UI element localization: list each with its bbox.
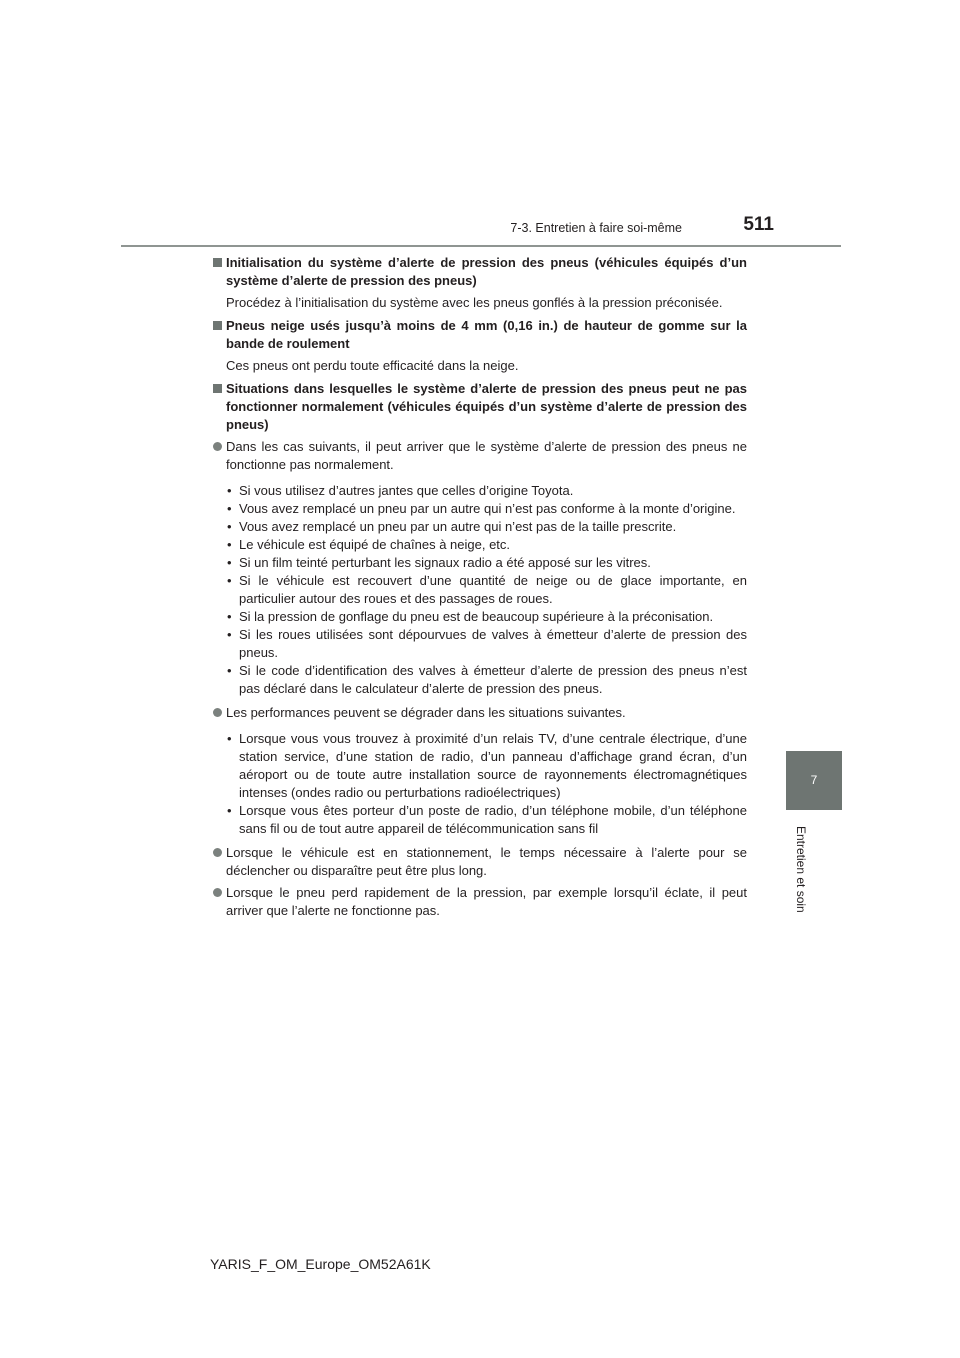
section-worn-snow-tires [212,317,747,375]
square-bullet-icon [213,321,222,330]
section-heading-text: Pneus neige usés jusqu’à moins de 4 mm (0,16 in.) de hauteur de gomme sur la bande de roulement [226,318,747,351]
bullet-text: Lorsque le véhicule est en stationnement, le temps nécessaire à l’alerte pour se déclencher ou disparaître peut être plus long. [226,845,747,878]
dot-marker-icon: • [227,803,232,818]
section-paragraph: Ces pneus ont perdu toute efficacité dans la neige. [226,358,519,373]
sub-list-item: • Vous avez remplacé un pneu par un autre qui n’est pas de la taille prescrite. [227,519,677,534]
bullet-item [212,884,747,920]
section-paragraph: Procédez à l’initialisation du système avec les pneus gonflés à la pression préconisée. [226,295,723,310]
main-content [212,254,747,925]
sub-list-item: • Si les roues utilisées sont dépourvues de valves à émetteur d’alerte de pression des pneus. [227,627,747,660]
bullet-text: Dans les cas suivants, il peut arriver que le système d’alerte de pression des pneus ne fonctionne pas normalement. [226,439,747,472]
sub-list [212,482,747,698]
round-bullet-icon [213,708,222,717]
dot-marker-icon: • [227,731,232,746]
page-number: 511 [743,214,774,235]
square-bullet-icon [213,384,222,393]
dot-marker-icon: • [227,663,232,678]
sub-list-item: • Lorsque vous êtes porteur d’un poste de radio, d’un téléphone mobile, d’un téléphone sans fil ou de tout autre appareil de télécommunication sans fil [227,803,747,836]
chapter-side-label [794,826,808,946]
dot-marker-icon: • [227,609,232,624]
dot-marker-icon: • [227,483,232,498]
section-heading-text: Initialisation du système d’alerte de pression des pneus (véhicules équipés d’un système d’alerte de pression des pneus) [226,255,747,288]
sub-list-item: • Si la pression de gonflage du pneu est de beaucoup supérieure à la préconisation. [227,609,714,624]
section-tpms-initialization [212,254,747,312]
square-bullet-icon [213,258,222,267]
section-heading [212,317,747,353]
section-heading [212,254,747,290]
header-section-title: 7-3. Entretien à faire soi-même [510,221,682,235]
dot-marker-icon: • [227,555,232,570]
sub-list-item: • Si vous utilisez d’autres jantes que celles d’origine Toyota. [227,483,574,498]
chapter-tab: 7 [786,751,842,810]
bullet-text: Les performances peuvent se dégrader dans les situations suivantes. [226,705,626,720]
sub-list [212,730,747,838]
dot-marker-icon: • [227,627,232,642]
sub-list-item: • Si le véhicule est recouvert d’une quantité de neige ou de glace importante, en particulier autour des roues et des passages de roues. [227,573,747,606]
sub-list-item: • Le véhicule est équipé de chaînes à neige, etc. [227,537,511,552]
dot-marker-icon: • [227,519,232,534]
dot-marker-icon: • [227,573,232,588]
bullet-item [212,844,747,880]
chapter-side-label-text: Entretien et soin [794,826,808,913]
sub-list-item: • Vous avez remplacé un pneu par un autre qui n’est pas conforme à la monte d’origine. [227,501,736,516]
section-tpms-malfunction-situations [212,380,747,920]
sub-list-item: • Lorsque vous vous trouvez à proximité d’un relais TV, d’une centrale électrique, d’une station service, d’une station de radio, d’un panneau d’affichage grand écran, d’un aéroport ou de toute autre installation source de rayonnements électromagnétiques intenses (ondes radio ou perturbations radioélectriques) [227,731,747,800]
bullet-text: Lorsque le pneu perd rapidement de la pression, par exemple lorsqu’il éclate, il peut arriver que l’alerte ne fonctionne pas. [226,885,747,918]
header-divider [121,245,841,247]
round-bullet-icon [213,888,222,897]
bullet-item [212,438,747,474]
round-bullet-icon [213,848,222,857]
sub-list-item: • Si le code d’identification des valves à émetteur d’alerte de pression des pneus n’est pas déclaré dans le calculateur d’alerte de pression des pneus. [227,663,747,696]
dot-marker-icon: • [227,537,232,552]
round-bullet-icon [213,442,222,451]
bullet-item [212,704,747,722]
dot-marker-icon: • [227,501,232,516]
sub-list-item: • Si un film teinté perturbant les signaux radio a été apposé sur les vitres. [227,555,651,570]
section-heading-text: Situations dans lesquelles le système d’alerte de pression des pneus peut ne pas fonctionner normalement (véhicules équipés d’un système d’alerte de pression des pneus) [226,381,747,432]
document-code-footer: YARIS_F_OM_Europe_OM52A61K [210,1256,431,1272]
section-heading [212,380,747,434]
